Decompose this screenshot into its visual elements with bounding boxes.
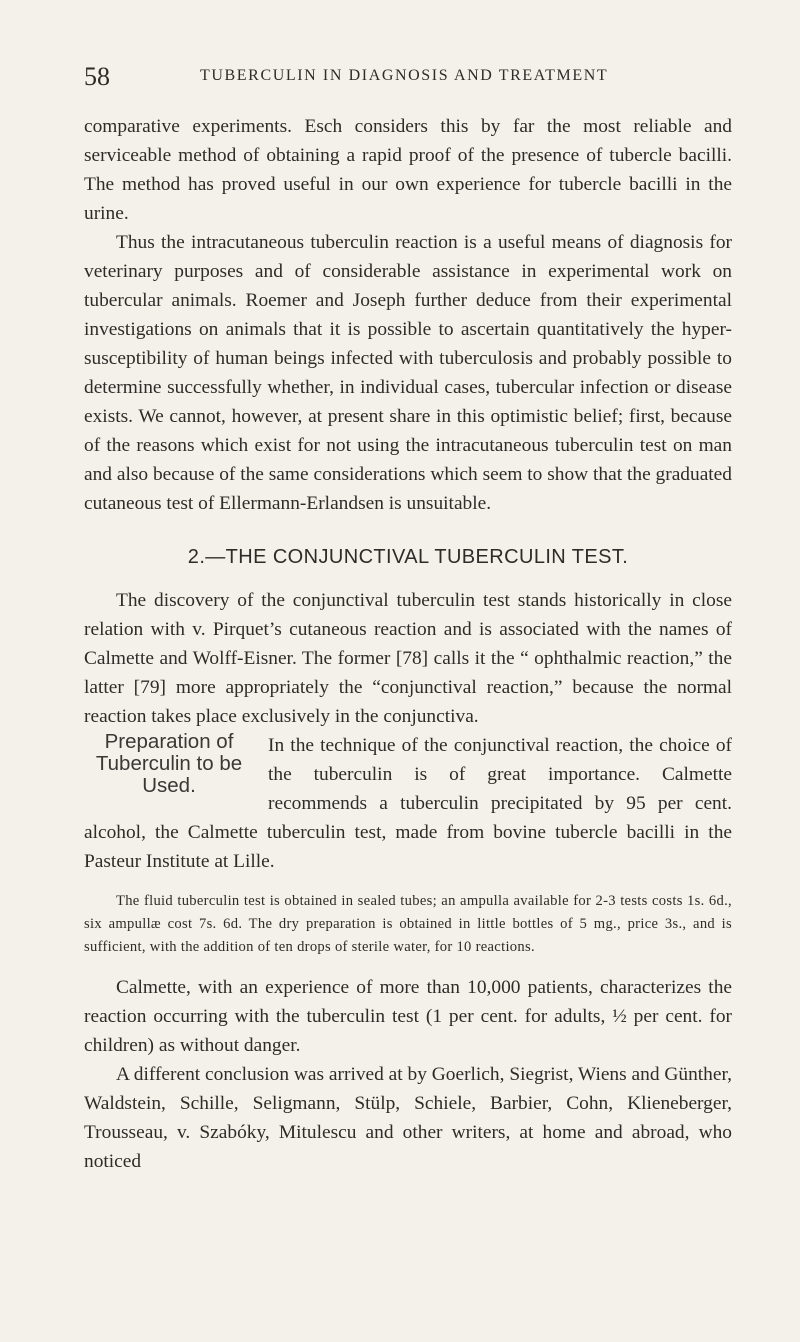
- page-number: 58: [84, 62, 110, 91]
- page-body: [84, 112, 732, 1176]
- margin-sidenote: Preparation of Tuberculin to be Used.: [95, 730, 243, 797]
- section-heading: 2.—THE CONJUNCTIVAL TUBERCULIN TEST.: [187, 546, 629, 568]
- small-print-note: The fluid tuberculin test is obtained in sealed tubes; an ampulla available for 2-3 tests costs 1s. 6d., six ampullæ cost 7s. 6d. The dry preparation is obtained in little bottles of 5 mg., price 3s., and is sufficient, with the addition of ten drops of sterile water, for 10 reactions.: [84, 893, 732, 955]
- paragraph-4: In the technique of the conjunctival reaction, the choice of the tuberculin is of great importance. Calmette recommends a tuberculin precipitated by 95 per cent. alcohol, the Calmette tuberculin test, made from bovine tubercle bacilli in the Pasteur Institute at Lille.: [84, 735, 732, 872]
- paragraph-1: comparative experiments. Esch considers this by far the most reliable and serviceable method of obtaining a rapid proof of the presence of tubercle bacilli. The method has proved useful in our own experience for tubercle bacilli in the urine.: [84, 116, 732, 224]
- paragraph-3: The discovery of the conjunctival tuberculin test stands historically in close relation with v. Pirquet’s cutaneous reaction and is associated with the names of Calmette and Wolff-Eisner. The former [78] calls it the “ ophthalmic reaction,” the latter [79] more appropriately the “conjunctival reaction,” because the normal reaction takes place exclusively in the conjunctiva.: [84, 590, 732, 727]
- paragraph-5: Calmette, with an experience of more than 10,000 patients, characterizes the reaction occurring with the tuberculin test (1 per cent. for adults, ½ per cent. for children) as without danger.: [84, 977, 732, 1056]
- running-title: TUBERCULIN IN DIAGNOSIS AND TREATMENT: [200, 67, 609, 84]
- paragraph-6: A different conclusion was arrived at by Goerlich, Siegrist, Wiens and Günther, Waldstein, Schille, Seligmann, Stülp, Schiele, Barbier, Cohn, Klieneberger, Trousseau, v. Szabóky, Mitulescu and other writers, at home and abroad, who noticed: [84, 1064, 732, 1172]
- paragraph-2: Thus the intracutaneous tuberculin reaction is a useful means of diagnosis for veterinary purposes and of considerable assistance in experimental work on tubercular animals. Roemer and Joseph further deduce from their experimental investigations on animals that it is possible to ascertain quantitatively the hyper-susceptibility of human beings infected with tuberculosis and probably possible to determine successfully whether, in individual cases, tubercular infection or disease exists. We cannot, however, at present share in this optimistic belief; first, because of the reasons which exist for not using the intracutaneous tuberculin test on man and also because of the same considerations which seem to show that the graduated cutaneous test of Ellermann-Erlandsen is unsuitable.: [84, 232, 732, 514]
- page-header: [84, 62, 744, 92]
- paragraph-4-container: [84, 731, 732, 876]
